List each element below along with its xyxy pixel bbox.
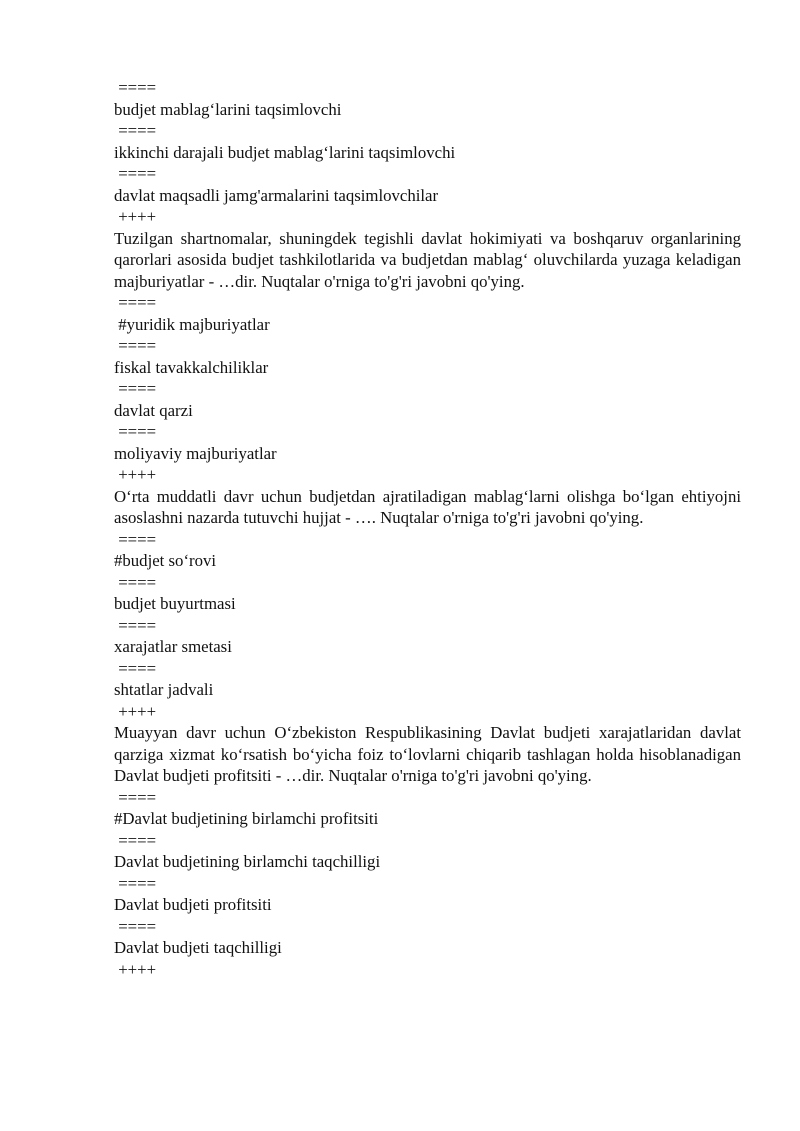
answer-option: #budjet so‘rovi bbox=[114, 551, 217, 570]
separator-marker: ==== bbox=[114, 873, 157, 893]
separator-marker: ==== bbox=[114, 78, 157, 97]
separator-marker: ==== bbox=[114, 336, 157, 355]
question-text: O‘rta muddatli davr uchun budjetdan ajratiladigan mablag‘larni olishga bo‘lgan ehtiyojni asoslashni nazarda tutuvchi hujjat - …. Nuqtalar o'rniga to'g'ri javobni qo'ying. bbox=[114, 486, 741, 527]
separator-marker: ==== bbox=[114, 572, 157, 592]
separator-marker: ==== bbox=[114, 379, 157, 398]
answer-option: #Davlat budjetining birlamchi profitsiti bbox=[114, 809, 379, 828]
answer-option: budjet mablag‘larini taqsimlovchi bbox=[114, 99, 342, 119]
answer-option: ikkinchi darajali budjet mablag‘larini taqsimlovchi bbox=[114, 142, 456, 162]
separator-marker: ++++ bbox=[114, 959, 157, 979]
answer-option: moliyaviy majburiyatlar bbox=[114, 443, 277, 463]
separator-marker: ++++ bbox=[114, 207, 157, 226]
separator-marker: ==== bbox=[114, 529, 157, 549]
answer-option: budjet buyurtmasi bbox=[114, 594, 236, 613]
document-body bbox=[114, 77, 741, 980]
separator-marker: ==== bbox=[114, 422, 157, 441]
separator-marker: ==== bbox=[114, 293, 157, 312]
separator-marker: ==== bbox=[114, 615, 157, 635]
answer-option: #yuridik majburiyatlar bbox=[114, 314, 270, 334]
answer-option: fiskal tavakkalchiliklar bbox=[114, 357, 269, 377]
question-text: Tuzilgan shartnomalar, shuningdek tegishli davlat hokimiyati va boshqaruv organlarining qarorlari asosida budjet tashkilotlarida va budjetdan mablag‘ oluvchilarda yuzaga keladigan majburiyatlar - …dir. Nuqtalar o'rniga to'g'ri javobni qo'ying. bbox=[114, 228, 741, 291]
answer-option: davlat qarzi bbox=[114, 400, 193, 420]
answer-option: shtatlar jadvali bbox=[114, 680, 214, 699]
separator-marker: ==== bbox=[114, 830, 157, 850]
separator-marker: ==== bbox=[114, 916, 157, 936]
separator-marker: ++++ bbox=[114, 465, 157, 484]
answer-option: Davlat budjetining birlamchi taqchilligi bbox=[114, 852, 381, 871]
separator-marker: ==== bbox=[114, 121, 157, 140]
separator-marker: ++++ bbox=[114, 701, 157, 721]
question-text: Muayyan davr uchun O‘zbekiston Respublikasining Davlat budjeti xarajatlaridan davlat qarziga xizmat ko‘rsatish bo‘yicha foiz to‘lovlarni chiqarib tashlagan holda hisoblanadigan Davlat budjeti profitsiti - …dir. Nuqtalar o'rniga to'g'ri javobni qo'ying. bbox=[114, 723, 741, 785]
answer-option: Davlat budjeti taqchilligi bbox=[114, 938, 282, 957]
answer-option: Davlat budjeti profitsiti bbox=[114, 895, 272, 914]
answer-option: davlat maqsadli jamg'armalarini taqsimlovchilar bbox=[114, 185, 439, 205]
separator-marker: ==== bbox=[114, 787, 157, 807]
separator-marker: ==== bbox=[114, 658, 157, 678]
separator-marker: ==== bbox=[114, 164, 157, 183]
answer-option: xarajatlar smetasi bbox=[114, 637, 232, 656]
